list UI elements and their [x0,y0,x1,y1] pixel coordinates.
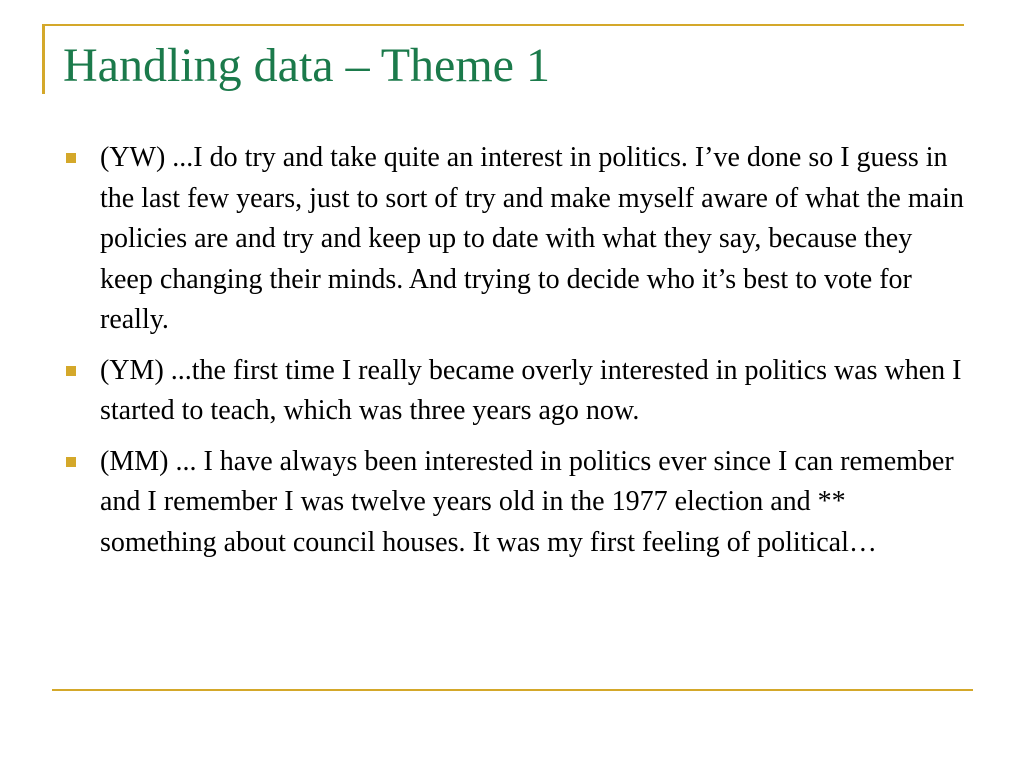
square-bullet-icon [66,153,76,163]
bullet-text-ym: (YM) ...the first time I really became overly interested in politics was when I started to teach, which was three years ago now. [100,354,962,426]
bullet-list [62,138,967,573]
bullet-item-yw [62,138,967,341]
top-divider-line [42,24,964,26]
slide-title: Handling data – Theme 1 [63,39,550,92]
bullet-text-mm: (MM) ... I have always been interested in politics ever since I can remember and I remember I was twelve years old in the 1977 election and ** something about council houses. It was my first feeling of political… [100,445,954,558]
bullet-item-mm [62,442,967,564]
bullet-text-yw: (YW) ...I do try and take quite an interest in politics. I’ve done so I guess in the last few years, just to sort of try and make myself aware of what the main policies are and try and keep up to date with what they say, because they keep changing their minds. And trying to decide who it’s best to vote for really. [100,142,964,335]
left-accent-line [42,24,45,94]
square-bullet-icon [66,366,76,376]
bottom-divider-line [52,689,973,691]
bullet-item-ym [62,351,967,432]
square-bullet-icon [66,457,76,467]
